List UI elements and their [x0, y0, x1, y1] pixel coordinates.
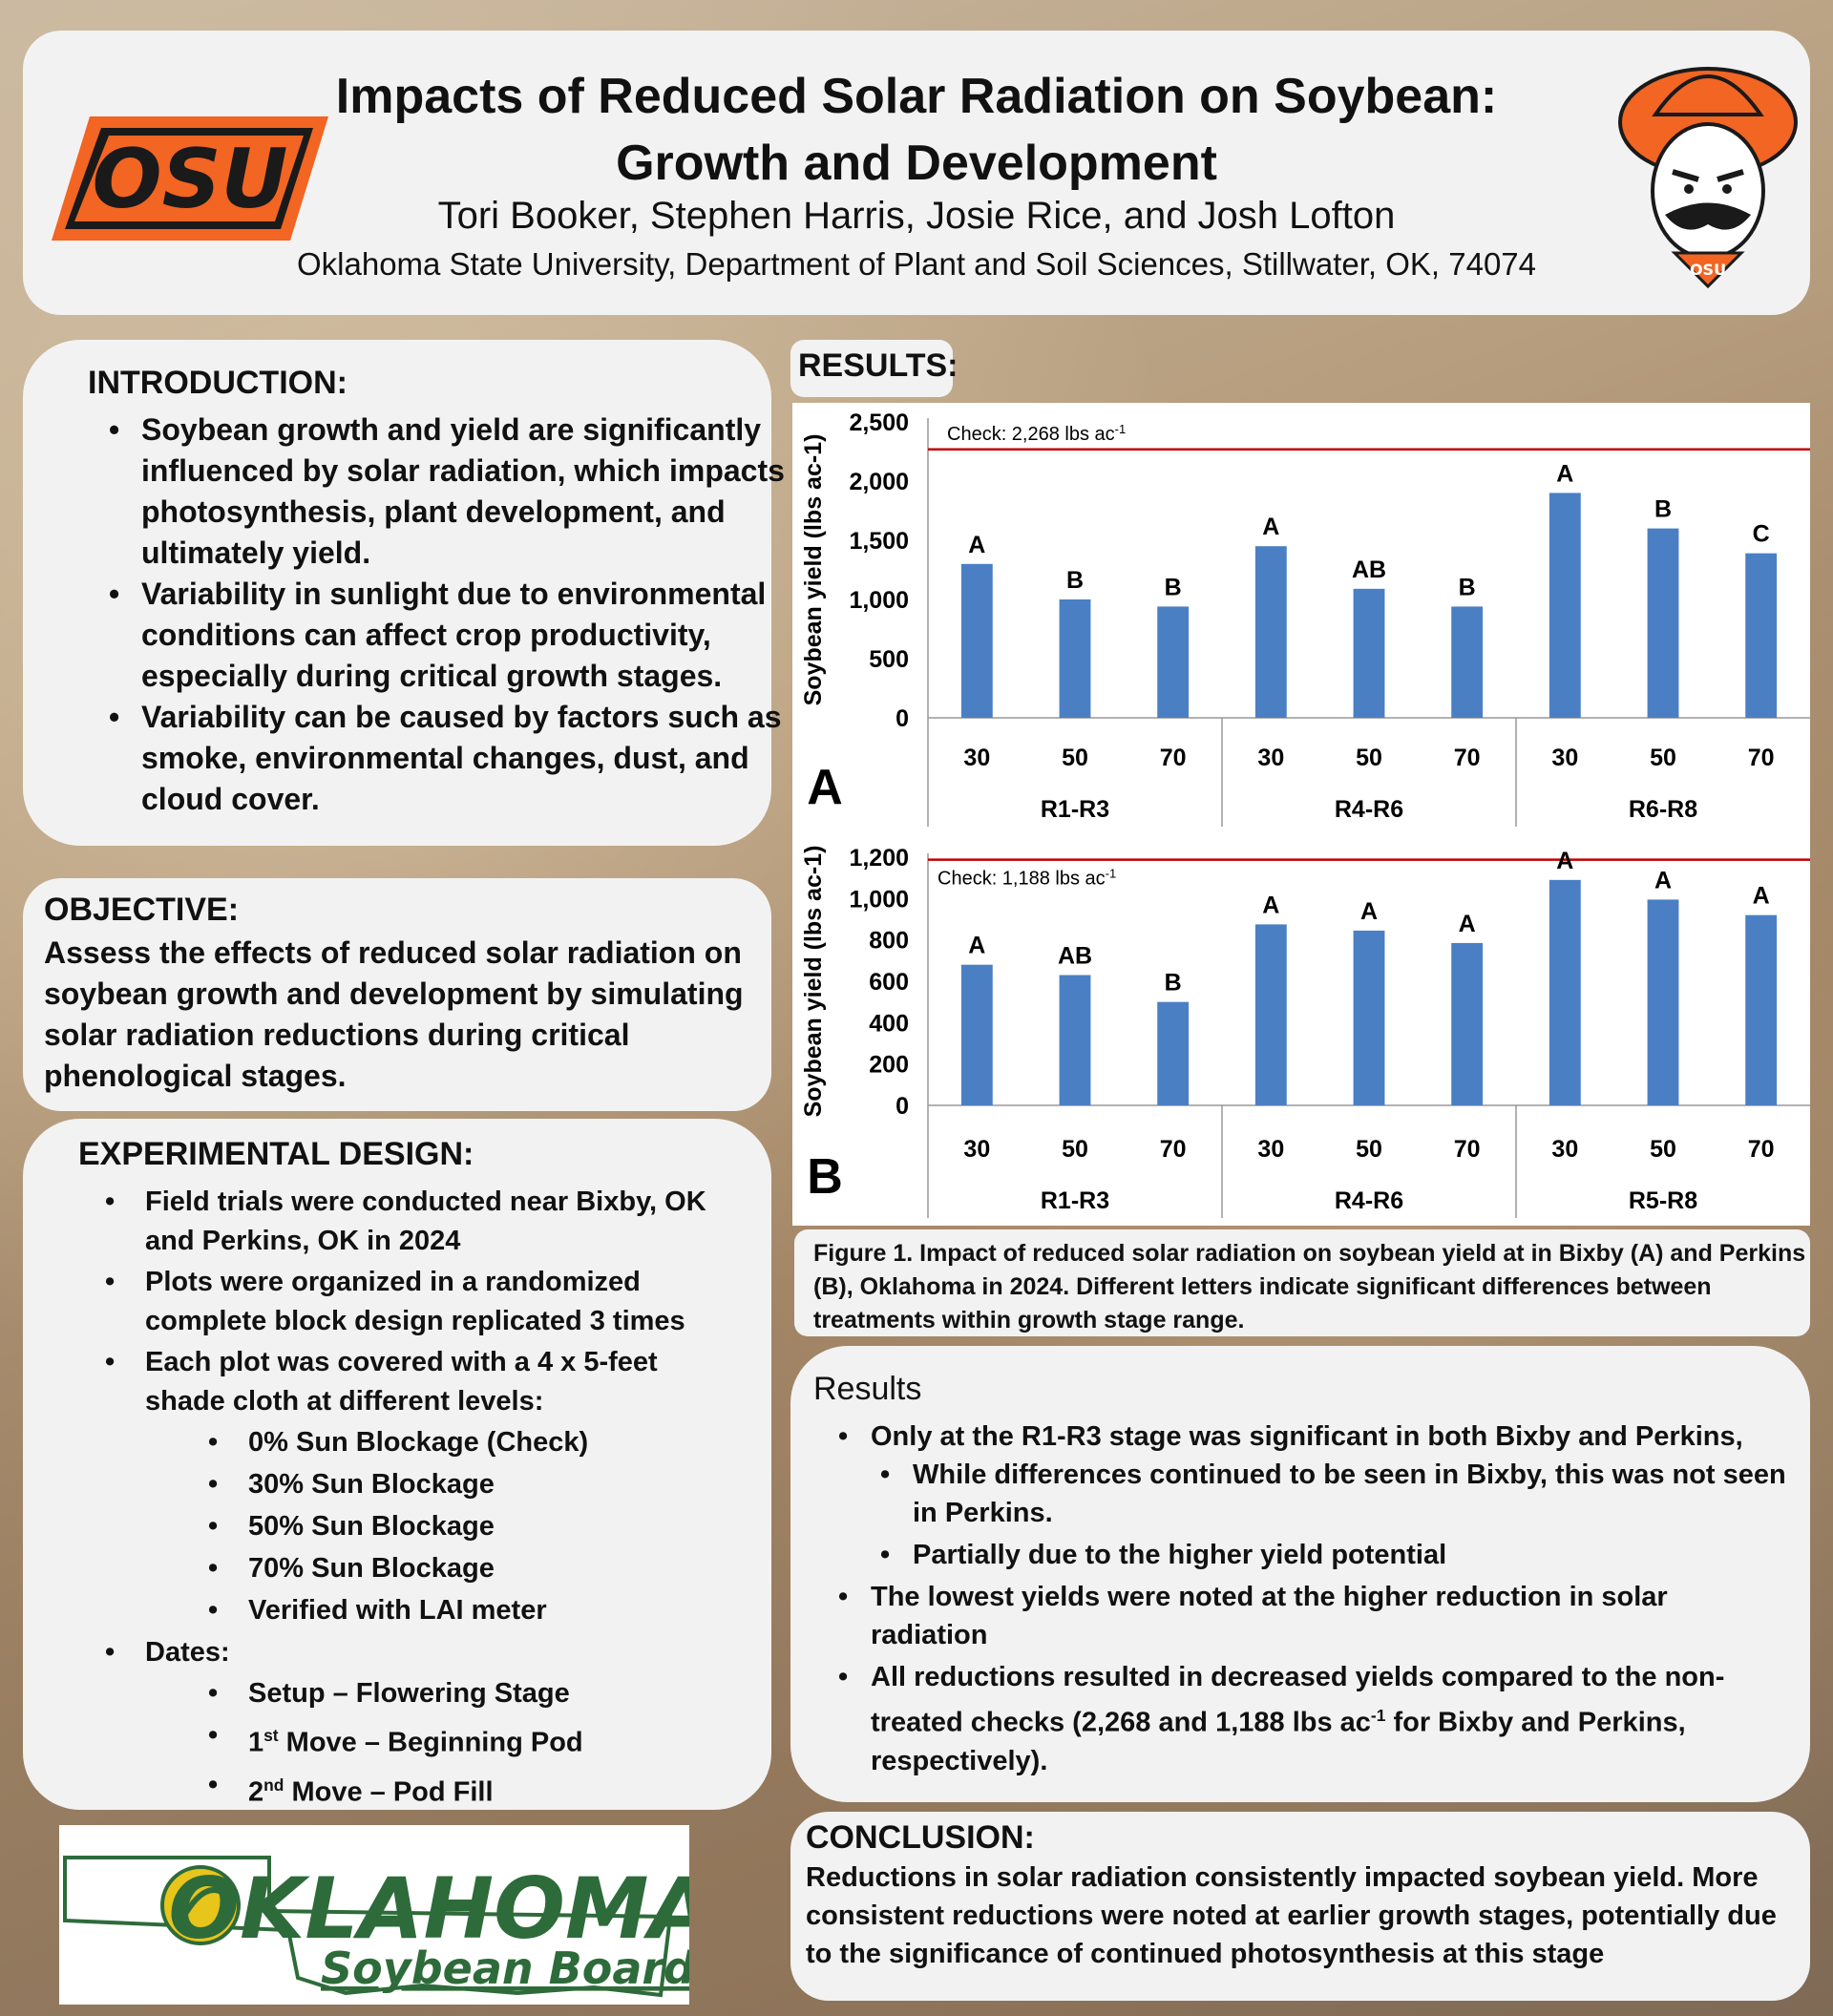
- ordinal-number: 2: [248, 1776, 264, 1808]
- dates-list: [248, 1674, 737, 1812]
- list-item: [248, 1766, 737, 1813]
- y-tick-label: 500: [869, 646, 909, 673]
- group-label: R4-R6: [1334, 796, 1404, 823]
- pistol-pete-mascot-icon: [1617, 48, 1799, 298]
- list-item-text: Move – Beginning Pod: [278, 1727, 583, 1758]
- x-tick-label: 30: [1551, 745, 1579, 771]
- results-sublist: [913, 1456, 1791, 1574]
- y-tick-label: 2,500: [849, 410, 909, 436]
- list-item-text: All reductions resulted in decreased yields compared to the non-treated checks (2,268 and 1,188 lbs ac: [871, 1662, 1725, 1738]
- y-tick-label: 1,200: [849, 845, 909, 872]
- affiliation: Oklahoma State University, Department of Plant and Soil Sciences, Stillwater, OK, 74074: [296, 246, 1537, 282]
- panel-letter: A: [807, 760, 843, 815]
- y-tick-label: 0: [895, 705, 909, 732]
- significance-letter: A: [1359, 897, 1379, 925]
- header-panel: [23, 31, 1810, 315]
- group-label: R4-R6: [1334, 1187, 1404, 1214]
- significance-letter: B: [1164, 574, 1182, 601]
- significance-letter: A: [1752, 882, 1770, 910]
- panel-letter: B: [807, 1149, 843, 1205]
- significance-letter: A: [1262, 514, 1280, 541]
- bar: [1648, 899, 1679, 1105]
- significance-letter: A: [1556, 460, 1574, 488]
- bar: [1255, 546, 1287, 718]
- ordinal-number: 1: [248, 1727, 264, 1758]
- check-label-exponent: -1: [1105, 866, 1117, 881]
- x-tick-label: 30: [963, 745, 991, 771]
- x-tick-label: 30: [1257, 745, 1285, 771]
- bar: [961, 965, 993, 1105]
- x-tick-label: 50: [1062, 1136, 1088, 1163]
- results-panel: [790, 1346, 1810, 1802]
- y-tick-label: 0: [895, 1093, 909, 1120]
- y-tick-label: 1,000: [849, 886, 909, 914]
- conclusion-text: Reductions in solar radiation consistently impacted soybean yield. More consistent reductions were noted at earlier growth stages, potentially due to the significance of continued photosynthesis at this stage: [806, 1862, 1777, 1969]
- bar: [1451, 606, 1483, 718]
- x-tick-label: 70: [1453, 1136, 1481, 1163]
- list-item-text: Dates:: [145, 1637, 230, 1668]
- unit-exponent: -1: [1370, 1706, 1386, 1725]
- x-tick-label: 50: [1062, 745, 1088, 771]
- x-tick-label: 70: [1159, 1136, 1187, 1163]
- list-item: • 50% Sun Blockage: [248, 1507, 737, 1546]
- y-tick-label: 400: [869, 1010, 909, 1038]
- list-item: • Field trials were conducted near Bixby, OK and Perkins, OK in 2024: [145, 1183, 737, 1261]
- significance-letter: A: [1262, 892, 1280, 919]
- y-axis-label: Soybean yield (lbs ac-1): [800, 845, 827, 1118]
- significance-letter: C: [1752, 520, 1770, 548]
- list-item-text: Move – Pod Fill: [284, 1776, 494, 1808]
- group-label: R6-R8: [1628, 796, 1698, 823]
- list-item: [871, 1418, 1791, 1574]
- sponsor-subtitle: Soybean Board: [321, 1942, 689, 1994]
- list-item: • Variability can be caused by factors such as smoke, environmental changes, dust, and cloud cover.: [141, 697, 790, 820]
- list-item-text: for Bixby and Perkins, respectively).: [871, 1707, 1686, 1776]
- y-axis-label: Soybean yield (lbs ac-1): [800, 433, 827, 706]
- list-item: [145, 1343, 737, 1630]
- list-item: • Partially due to the higher yield potential: [913, 1536, 1791, 1574]
- design-heading: EXPERIMENTAL DESIGN:: [78, 1136, 474, 1172]
- check-label: Check: 2,268 lbs $ac^{-1}$: [947, 421, 1127, 445]
- y-tick-label: 600: [869, 969, 909, 996]
- list-item: [871, 1658, 1791, 1780]
- bar: [1451, 943, 1483, 1105]
- sponsor-name: OKLAHOMA: [168, 1859, 689, 1958]
- bar: [1354, 589, 1385, 718]
- list-item: • The lowest yields were noted at the higher reduction in solar radiation: [871, 1578, 1791, 1654]
- list-item: • Setup – Flowering Stage: [248, 1674, 737, 1713]
- objective-panel: [23, 878, 771, 1111]
- significance-letter: A: [1458, 910, 1476, 937]
- results-heading: Results: [813, 1371, 922, 1407]
- bar: [1745, 915, 1777, 1105]
- x-tick-label: 50: [1356, 745, 1382, 771]
- objective-text: Assess the effects of reduced solar radiation on soybean growth and development by simulating solar radiation reductions during critical phenological stages.: [44, 935, 744, 1093]
- design-list: [145, 1183, 771, 1812]
- title-line-2: Growth and Development: [616, 136, 1217, 191]
- y-tick-label: 1,000: [849, 587, 909, 614]
- mascot-badge-text: OSU: [1689, 261, 1727, 279]
- bar: [1255, 924, 1287, 1105]
- x-tick-label: 70: [1747, 1136, 1775, 1163]
- introduction-list: [141, 410, 785, 820]
- significance-letter: A: [968, 932, 986, 959]
- significance-letter: B: [1654, 495, 1673, 523]
- list-item: • Soybean growth and yield are significantly influenced by solar radiation, which impacts photosynthesis, plant development, and ultimately yield.: [141, 410, 790, 574]
- x-tick-label: 50: [1650, 745, 1676, 771]
- list-item: • While differences continued to be seen in Bixby, this was not seen in Perkins.: [913, 1456, 1791, 1532]
- list-item: • 30% Sun Blockage: [248, 1465, 737, 1504]
- list-item-text: Only at the R1-R3 stage was significant in both Bixby and Perkins,: [871, 1421, 1743, 1452]
- x-tick-label: 30: [963, 1136, 991, 1163]
- check-label-exponent: -1: [1114, 421, 1127, 436]
- bar: [961, 564, 993, 718]
- list-item: • Plots were organized in a randomized complete block design replicated 3 times: [145, 1263, 737, 1341]
- significance-letter: B: [1164, 969, 1182, 997]
- significance-letter: B: [1458, 574, 1476, 601]
- list-item-text: Each plot was covered with a 4 x 5-feet shade cloth at different levels:: [145, 1347, 658, 1417]
- bar: [1745, 554, 1777, 718]
- group-label: R5-R8: [1628, 1187, 1698, 1214]
- significance-letter: AB: [1057, 942, 1093, 970]
- bar: [1549, 493, 1581, 718]
- title-line-1: Impacts of Reduced Solar Radiation on Soybean:: [335, 69, 1498, 124]
- significance-letter: A: [1556, 847, 1574, 874]
- bar: [1354, 931, 1385, 1105]
- x-tick-label: 70: [1747, 745, 1775, 771]
- results-list: [871, 1418, 1791, 1780]
- authors: Tori Booker, Stephen Harris, Josie Rice, and Josh Lofton: [437, 195, 1396, 237]
- significance-letter: B: [1065, 567, 1085, 594]
- x-tick-label: 70: [1453, 745, 1481, 771]
- list-item: • Variability in sunlight due to environmental conditions can affect crop productivity, especially during critical growth stages.: [141, 574, 790, 697]
- y-tick-label: 1,500: [849, 528, 909, 555]
- soybean-board-logo-icon: [59, 1825, 689, 2005]
- bar: [1157, 606, 1189, 718]
- list-item: [248, 1716, 737, 1763]
- list-item: [145, 1633, 737, 1812]
- x-tick-label: 30: [1257, 1136, 1285, 1163]
- ordinal-suffix: nd: [263, 1774, 284, 1795]
- shade-levels-list: [248, 1423, 737, 1630]
- bar: [1648, 529, 1679, 718]
- x-tick-label: 30: [1551, 1136, 1579, 1163]
- objective-heading: OBJECTIVE:: [44, 892, 240, 928]
- introduction-panel: [23, 340, 785, 846]
- yield-bar-charts: [792, 403, 1810, 1226]
- y-tick-label: 800: [869, 927, 909, 955]
- check-label: Check: 1,188 lbs $ac^{-1}$: [938, 866, 1117, 890]
- bar: [1549, 880, 1581, 1105]
- bar: [1157, 1002, 1189, 1105]
- osu-logo-text: OSU: [92, 132, 288, 227]
- x-tick-label: 70: [1159, 745, 1187, 771]
- list-item: • 70% Sun Blockage: [248, 1549, 737, 1588]
- group-label: R1-R3: [1040, 796, 1110, 823]
- y-tick-label: 200: [869, 1051, 909, 1079]
- oklahoma-soybean-board-logo: [59, 1825, 689, 2005]
- osu-logo: [52, 107, 328, 250]
- y-tick-label: 2,000: [849, 469, 909, 495]
- significance-letter: A: [1654, 867, 1673, 894]
- list-item: • Verified with LAI meter: [248, 1591, 737, 1630]
- conclusion-panel: [790, 1812, 1810, 2001]
- bar: [1060, 599, 1091, 718]
- results-charts: [792, 403, 1810, 1226]
- results-label-panel: [790, 340, 959, 397]
- figure-caption: Figure 1. Impact of reduced solar radiation on soybean yield at in Bixby (A) and Perkins (B), Oklahoma in 2024. Different letters indicate significant differences between treatments within growth stage range.: [794, 1229, 1810, 1336]
- group-label: R1-R3: [1040, 1187, 1110, 1214]
- x-tick-label: 50: [1356, 1136, 1382, 1163]
- experimental-design-panel: [23, 1119, 771, 1810]
- significance-letter: AB: [1351, 556, 1387, 583]
- list-item: • 0% Sun Blockage (Check): [248, 1423, 737, 1462]
- bar: [1060, 976, 1091, 1106]
- ordinal-suffix: st: [263, 1726, 279, 1745]
- significance-letter: A: [968, 531, 986, 558]
- results-label: RESULTS:: [798, 347, 959, 384]
- introduction-heading: INTRODUCTION:: [88, 365, 348, 401]
- conclusion-heading: CONCLUSION:: [806, 1819, 1035, 1856]
- x-tick-label: 50: [1650, 1136, 1676, 1163]
